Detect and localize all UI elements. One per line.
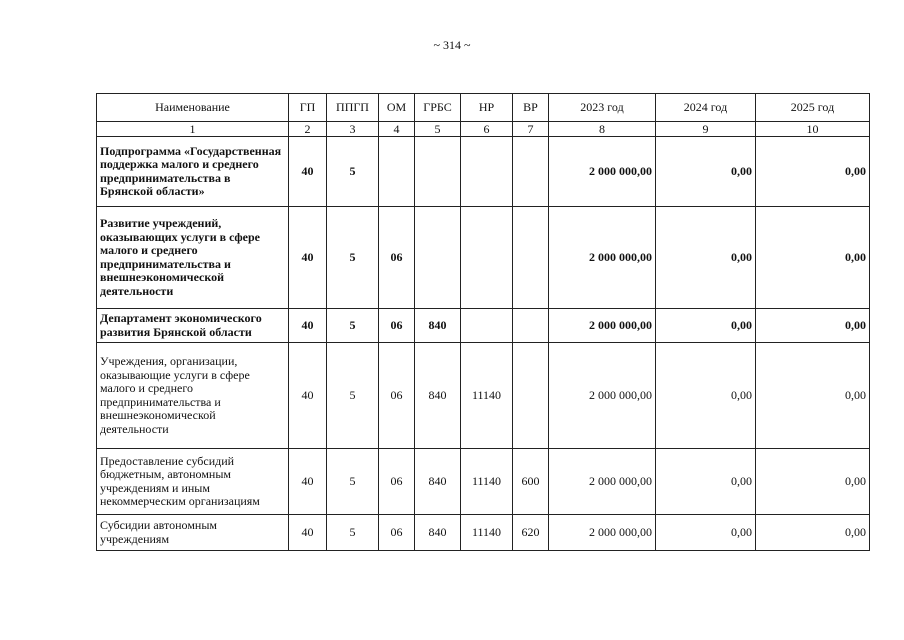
column-index: 6 [461,122,513,137]
cell-2025: 0,00 [756,449,870,515]
cell-nr: 11140 [461,343,513,449]
cell-2024: 0,00 [656,515,756,551]
header-nr: НР [461,94,513,122]
header-row [97,94,870,122]
cell-2023: 2 000 000,00 [549,515,656,551]
table-row [97,309,870,343]
header-2025: 2025 год [756,94,870,122]
cell-gp: 40 [289,343,327,449]
cell-grbs [415,137,461,207]
column-index: 8 [549,122,656,137]
cell-nr [461,137,513,207]
cell-2023: 2 000 000,00 [549,343,656,449]
cell-gp: 40 [289,137,327,207]
cell-om: 06 [379,449,415,515]
cell-2024: 0,00 [656,207,756,309]
cell-ppgp: 5 [327,309,379,343]
cell-om: 06 [379,515,415,551]
cell-ppgp: 5 [327,449,379,515]
cell-nr [461,309,513,343]
row-name: Учреждения, организации, оказывающие услуги в сфере малого и среднего предпринимательства и внешнеэкономической деятельности [97,343,289,449]
cell-grbs [415,207,461,309]
cell-2023: 2 000 000,00 [549,309,656,343]
table-row [97,343,870,449]
budget-table [96,93,870,551]
cell-om: 06 [379,207,415,309]
cell-2024: 0,00 [656,343,756,449]
row-name: Подпрограмма «Государственная поддержка малого и среднего предпринимательства в Брянской области» [97,137,289,207]
cell-ppgp: 5 [327,207,379,309]
cell-nr: 11140 [461,449,513,515]
cell-gp: 40 [289,515,327,551]
cell-gp: 40 [289,449,327,515]
cell-grbs: 840 [415,309,461,343]
header-name: Наименование [97,94,289,122]
cell-ppgp: 5 [327,515,379,551]
header-2023: 2023 год [549,94,656,122]
cell-nr: 11140 [461,515,513,551]
page-number: ~ 314 ~ [433,38,471,52]
cell-2024: 0,00 [656,309,756,343]
row-name: Предоставление субсидий бюджетным, автономным учреждениям и иным некоммерческим организациям [97,449,289,515]
cell-2023: 2 000 000,00 [549,207,656,309]
table-row [97,137,870,207]
cell-om: 06 [379,343,415,449]
table-row [97,449,870,515]
column-index: 3 [327,122,379,137]
cell-vr [513,309,549,343]
column-index: 9 [656,122,756,137]
cell-grbs: 840 [415,449,461,515]
row-name: Субсидии автономным учреждениям [97,515,289,551]
cell-vr [513,343,549,449]
cell-vr: 600 [513,449,549,515]
header-ppgp: ППГП [327,94,379,122]
cell-gp: 40 [289,207,327,309]
cell-om [379,137,415,207]
column-index: 2 [289,122,327,137]
column-index: 4 [379,122,415,137]
column-index-row [97,122,870,137]
cell-2025: 0,00 [756,207,870,309]
header-gp: ГП [289,94,327,122]
cell-2023: 2 000 000,00 [549,137,656,207]
header-vr: ВР [513,94,549,122]
cell-2024: 0,00 [656,137,756,207]
header-2024: 2024 год [656,94,756,122]
column-index: 1 [97,122,289,137]
row-name: Развитие учреждений, оказывающих услуги в сфере малого и среднего предпринимательства и внешнеэкономической деятельности [97,207,289,309]
header-om: ОМ [379,94,415,122]
cell-om: 06 [379,309,415,343]
cell-vr [513,207,549,309]
row-name: Департамент экономического развития Брянской области [97,309,289,343]
table-row [97,515,870,551]
table-row [97,207,870,309]
cell-2023: 2 000 000,00 [549,449,656,515]
cell-vr [513,137,549,207]
column-index: 10 [756,122,870,137]
cell-grbs: 840 [415,343,461,449]
cell-ppgp: 5 [327,343,379,449]
header-grbs: ГРБС [415,94,461,122]
cell-2025: 0,00 [756,515,870,551]
cell-gp: 40 [289,309,327,343]
column-index: 7 [513,122,549,137]
cell-2025: 0,00 [756,309,870,343]
cell-2025: 0,00 [756,137,870,207]
cell-vr: 620 [513,515,549,551]
cell-2024: 0,00 [656,449,756,515]
column-index: 5 [415,122,461,137]
cell-2025: 0,00 [756,343,870,449]
cell-nr [461,207,513,309]
cell-grbs: 840 [415,515,461,551]
cell-ppgp: 5 [327,137,379,207]
